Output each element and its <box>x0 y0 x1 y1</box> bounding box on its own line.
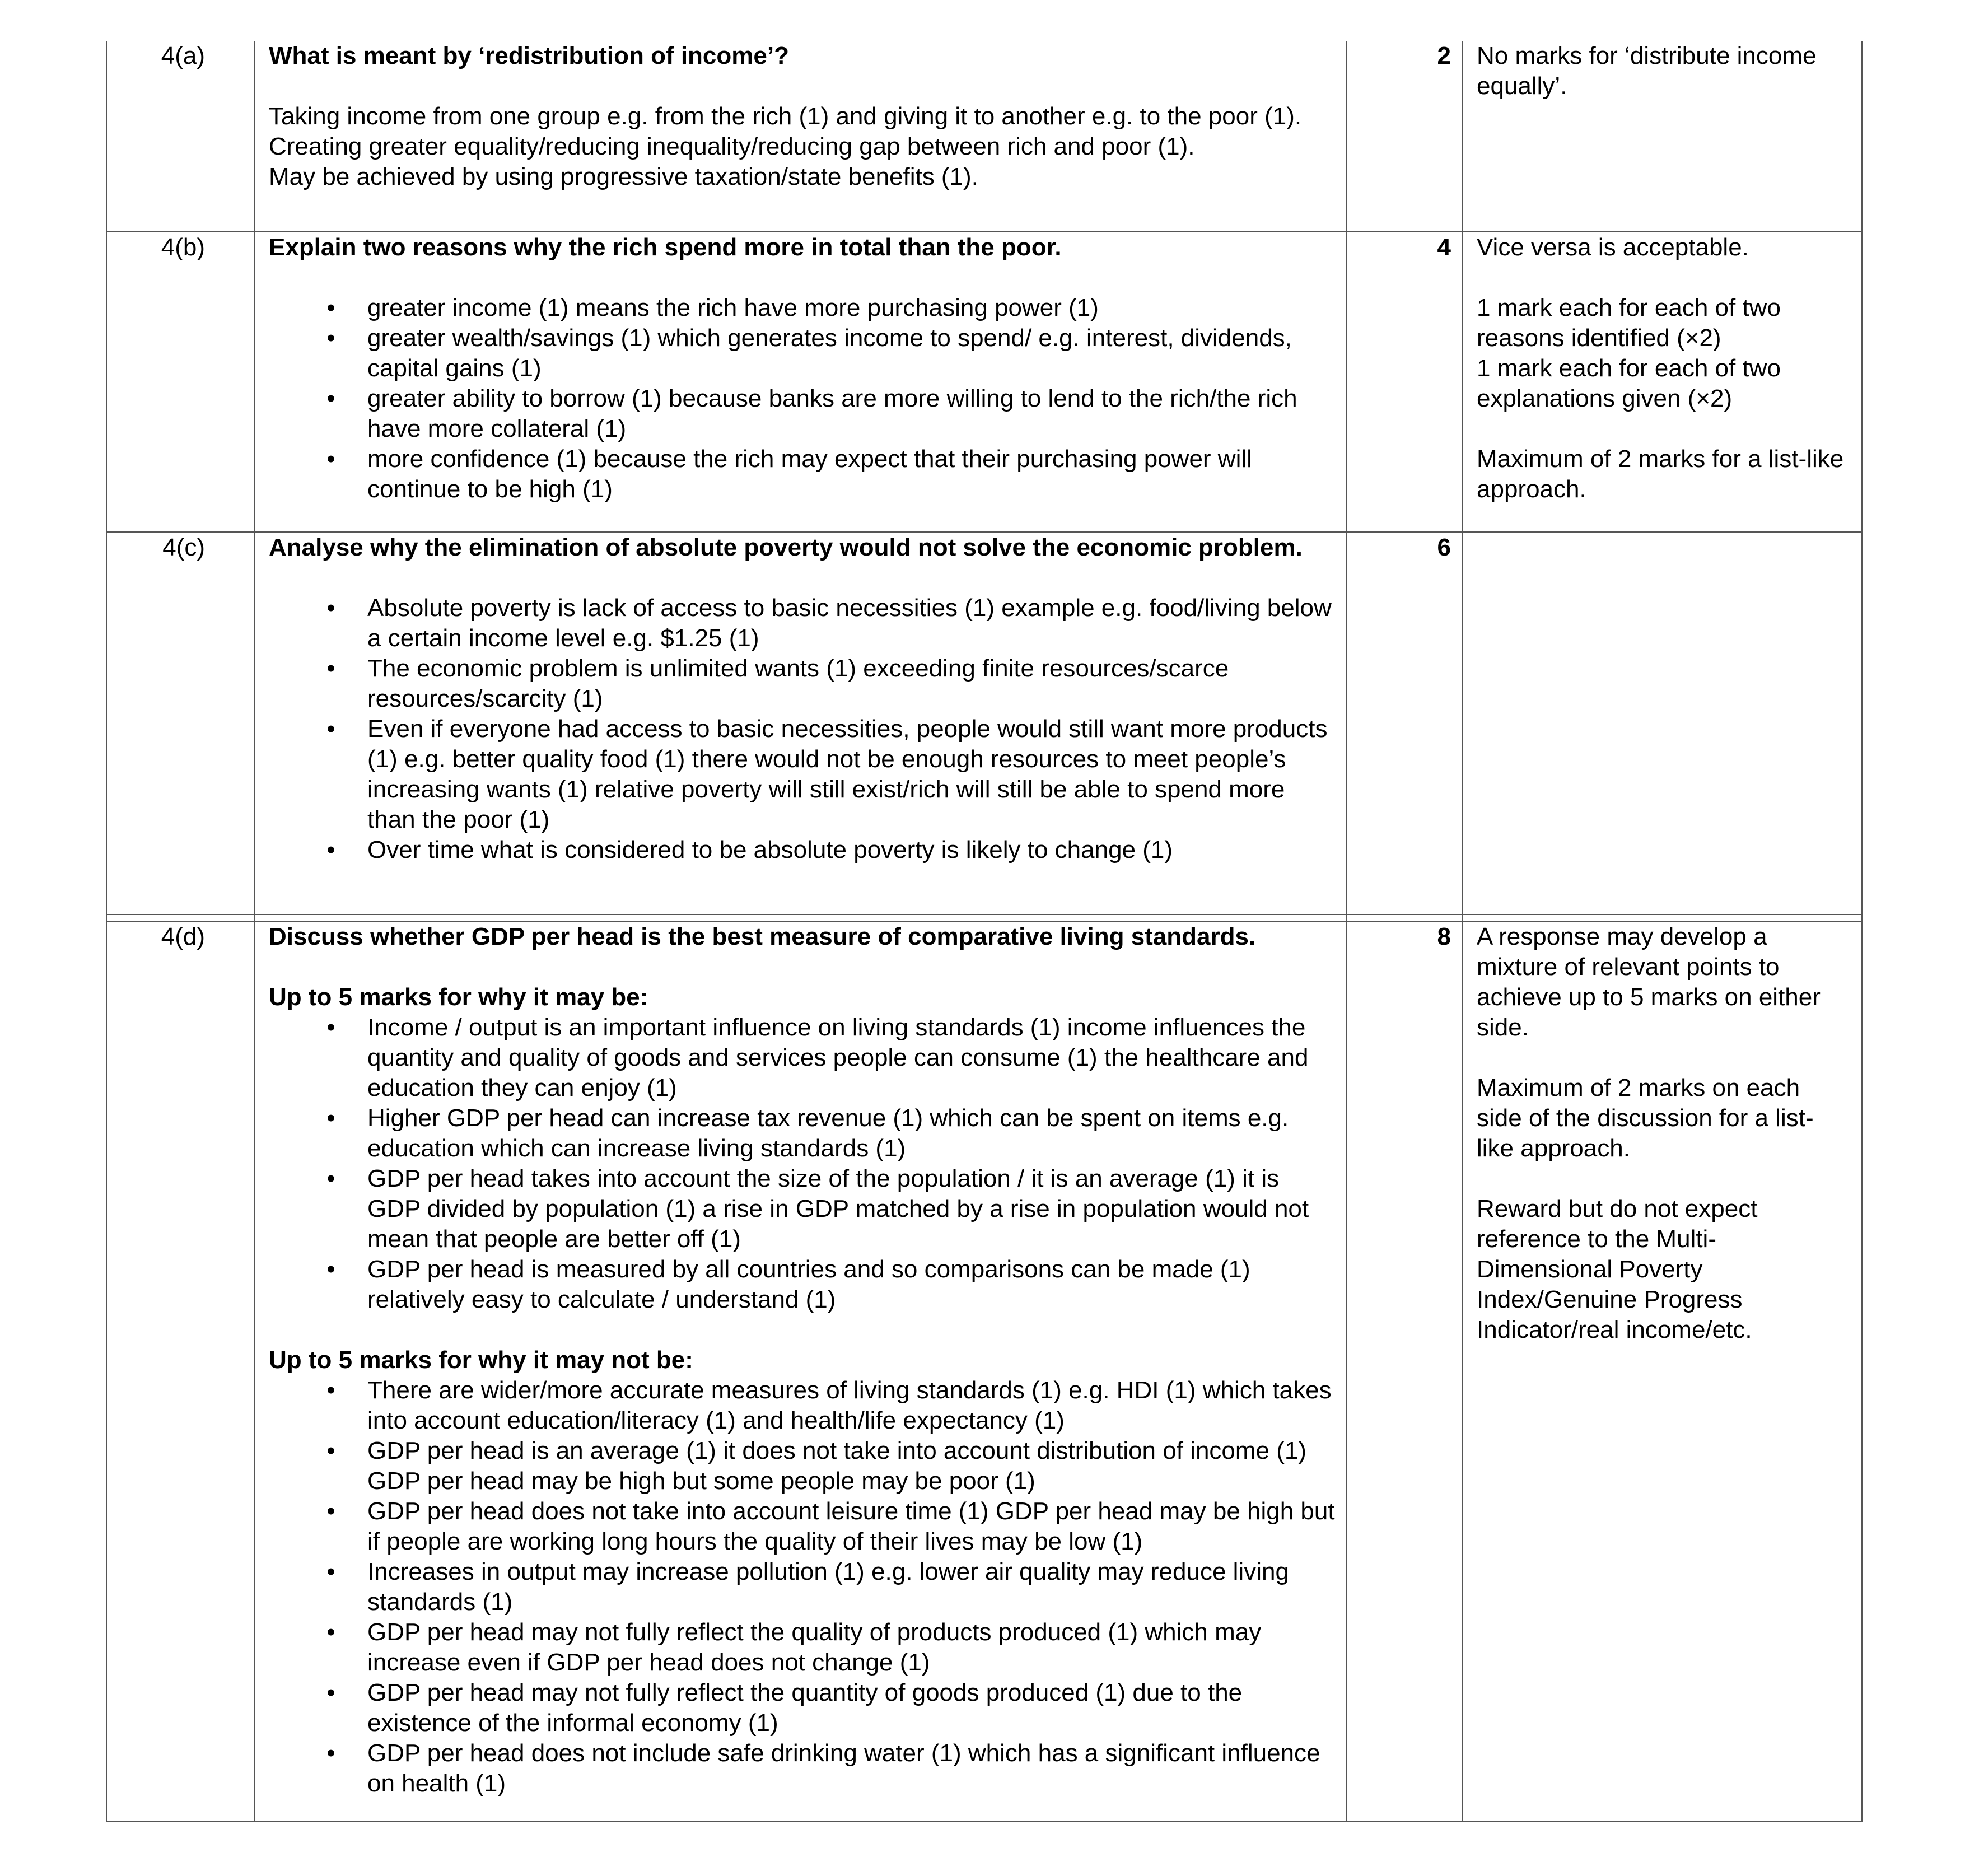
list-item: • Higher GDP per head can increase tax revenue (1) which can be spent on items e.g. education which can increase living standards (1) <box>269 1103 1335 1164</box>
list-item: • Increases in output may increase pollution (1) e.g. lower air quality may reduce living standards (1) <box>269 1557 1335 1617</box>
answer-paragraph: Creating greater equality/reducing inequality/reducing gap between rich and poor (1). <box>269 133 1195 160</box>
question-number: 4(b) <box>106 232 255 532</box>
list-item: • greater wealth/savings (1) which generates income to spend/ e.g. interest, dividends, capital gains (1) <box>269 323 1335 384</box>
answer-bullet-list <box>269 1012 1335 1315</box>
answer-cell <box>255 41 1347 232</box>
list-item: • more confidence (1) because the rich may expect that their purchasing power will continue to be high (1) <box>269 444 1335 505</box>
table-row <box>106 232 1862 532</box>
guidance-text: Maximum of 2 marks for a list-like approach. <box>1477 445 1844 503</box>
list-item: • Absolute poverty is lack of access to basic necessities (1) example e.g. food/living below a certain income level e.g. $1.25 (1) <box>269 593 1335 654</box>
list-item: • The economic problem is unlimited wants (1) exceeding finite resources/scarce resources/scarcity (1) <box>269 654 1335 714</box>
answer-cell <box>255 232 1347 532</box>
bullet-icon: • <box>326 1739 335 1767</box>
bullet-icon: • <box>326 1679 335 1706</box>
guidance-cell <box>1463 532 1862 914</box>
guidance-text: Reward but do not expect reference to the Multi-Dimensional Poverty Index/Genuine Progress Indicator/real income/etc. <box>1477 1195 1758 1343</box>
bullet-icon: • <box>326 655 335 682</box>
guidance-cell <box>1463 232 1862 532</box>
bullet-icon: • <box>326 715 335 743</box>
question-number: 4(c) <box>106 532 255 914</box>
guidance-text: Maximum of 2 marks on each side of the discussion for a list-like approach. <box>1477 1074 1814 1162</box>
list-item: • greater income (1) means the rich have more purchasing power (1) <box>269 293 1335 323</box>
question-text: Explain two reasons why the rich spend more in total than the poor. <box>269 234 1062 261</box>
list-item: • Over time what is considered to be absolute poverty is likely to change (1) <box>269 835 1335 865</box>
bullet-icon: • <box>326 294 335 321</box>
subheading: Up to 5 marks for why it may be: <box>269 983 648 1011</box>
answer-bullet-list <box>269 1375 1335 1799</box>
subheading: Up to 5 marks for why it may not be: <box>269 1346 693 1374</box>
bullet-icon: • <box>326 836 335 864</box>
bullet-icon: • <box>326 594 335 622</box>
guidance-text: Vice versa is acceptable. <box>1477 234 1749 261</box>
answer-cell <box>255 921 1347 1821</box>
table-row <box>106 921 1862 1821</box>
marks-value: 8 <box>1347 921 1463 1821</box>
row-divider <box>106 914 1862 921</box>
guidance-text: 1 mark each for each of two explanations given (×2) <box>1477 354 1781 412</box>
bullet-icon: • <box>326 1376 335 1404</box>
question-text: Analyse why the elimination of absolute poverty would not solve the economic problem. <box>269 534 1303 561</box>
list-item: • GDP per head takes into account the size of the population / it is an average (1) it is GDP divided by population (1) a rise in GDP matched by a rise in population would not mean that people are better off (1) <box>269 1164 1335 1254</box>
marks-value: 2 <box>1347 41 1463 232</box>
bullet-icon: • <box>326 1014 335 1041</box>
table-row <box>106 41 1862 232</box>
answer-bullet-list <box>269 593 1335 865</box>
list-item: • greater ability to borrow (1) because banks are more willing to lend to the rich/the rich have more collateral (1) <box>269 384 1335 444</box>
list-item: • Even if everyone had access to basic necessities, people would still want more products (1) e.g. better quality food (1) there would not be enough resources to meet people’s increasing wants (1) relative poverty will still exist/rich will still be able to spend more than the poor (1) <box>269 714 1335 835</box>
marks-value: 6 <box>1347 532 1463 914</box>
guidance-text: No marks for ‘distribute income equally’. <box>1477 42 1817 100</box>
question-text: What is meant by ‘redistribution of income’? <box>269 42 789 69</box>
guidance-text: A response may develop a mixture of relevant points to achieve up to 5 marks on either side. <box>1477 923 1821 1041</box>
bullet-icon: • <box>326 445 335 473</box>
bullet-icon: • <box>326 324 335 352</box>
answer-cell <box>255 532 1347 914</box>
bullet-icon: • <box>326 1558 335 1585</box>
list-item: • GDP per head is an average (1) it does not take into account distribution of income (1) GDP per head may be high but some people may be poor (1) <box>269 1436 1335 1496</box>
marks-value: 4 <box>1347 232 1463 532</box>
mark-scheme-table <box>106 41 1863 1822</box>
list-item: • GDP per head may not fully reflect the quality of products produced (1) which may increase even if GDP per head does not change (1) <box>269 1617 1335 1678</box>
bullet-icon: • <box>326 1104 335 1132</box>
bullet-icon: • <box>326 385 335 412</box>
guidance-text: 1 mark each for each of two reasons identified (×2) <box>1477 294 1781 352</box>
list-item: • GDP per head may not fully reflect the quantity of goods produced (1) due to the existence of the informal economy (1) <box>269 1678 1335 1738</box>
list-item: • GDP per head does not take into account leisure time (1) GDP per head may be high but if people are working long hours the quality of their lives may be low (1) <box>269 1496 1335 1557</box>
question-number: 4(d) <box>106 921 255 1821</box>
question-text: Discuss whether GDP per head is the best measure of comparative living standards. <box>269 923 1256 950</box>
list-item: • Income / output is an important influence on living standards (1) income influences the quantity and quality of goods and services people can consume (1) the healthcare and education they can enjoy (1) <box>269 1012 1335 1103</box>
answer-bullet-list <box>269 293 1335 505</box>
bullet-icon: • <box>326 1497 335 1525</box>
guidance-cell <box>1463 921 1862 1821</box>
bullet-icon: • <box>326 1256 335 1283</box>
guidance-cell <box>1463 41 1862 232</box>
list-item: • GDP per head does not include safe drinking water (1) which has a significant influence on health (1) <box>269 1738 1335 1799</box>
bullet-icon: • <box>326 1165 335 1192</box>
list-item: • GDP per head is measured by all countries and so comparisons can be made (1) relatively easy to calculate / understand (1) <box>269 1254 1335 1315</box>
table-row <box>106 532 1862 914</box>
bullet-icon: • <box>326 1618 335 1646</box>
answer-paragraph: Taking income from one group e.g. from the rich (1) and giving it to another e.g. to the poor (1). <box>269 102 1302 130</box>
list-item: • There are wider/more accurate measures of living standards (1) e.g. HDI (1) which takes into account education/literacy (1) and health/life expectancy (1) <box>269 1375 1335 1436</box>
bullet-icon: • <box>326 1437 335 1464</box>
question-number: 4(a) <box>106 41 255 232</box>
answer-paragraph: May be achieved by using progressive taxation/state benefits (1). <box>269 163 978 190</box>
